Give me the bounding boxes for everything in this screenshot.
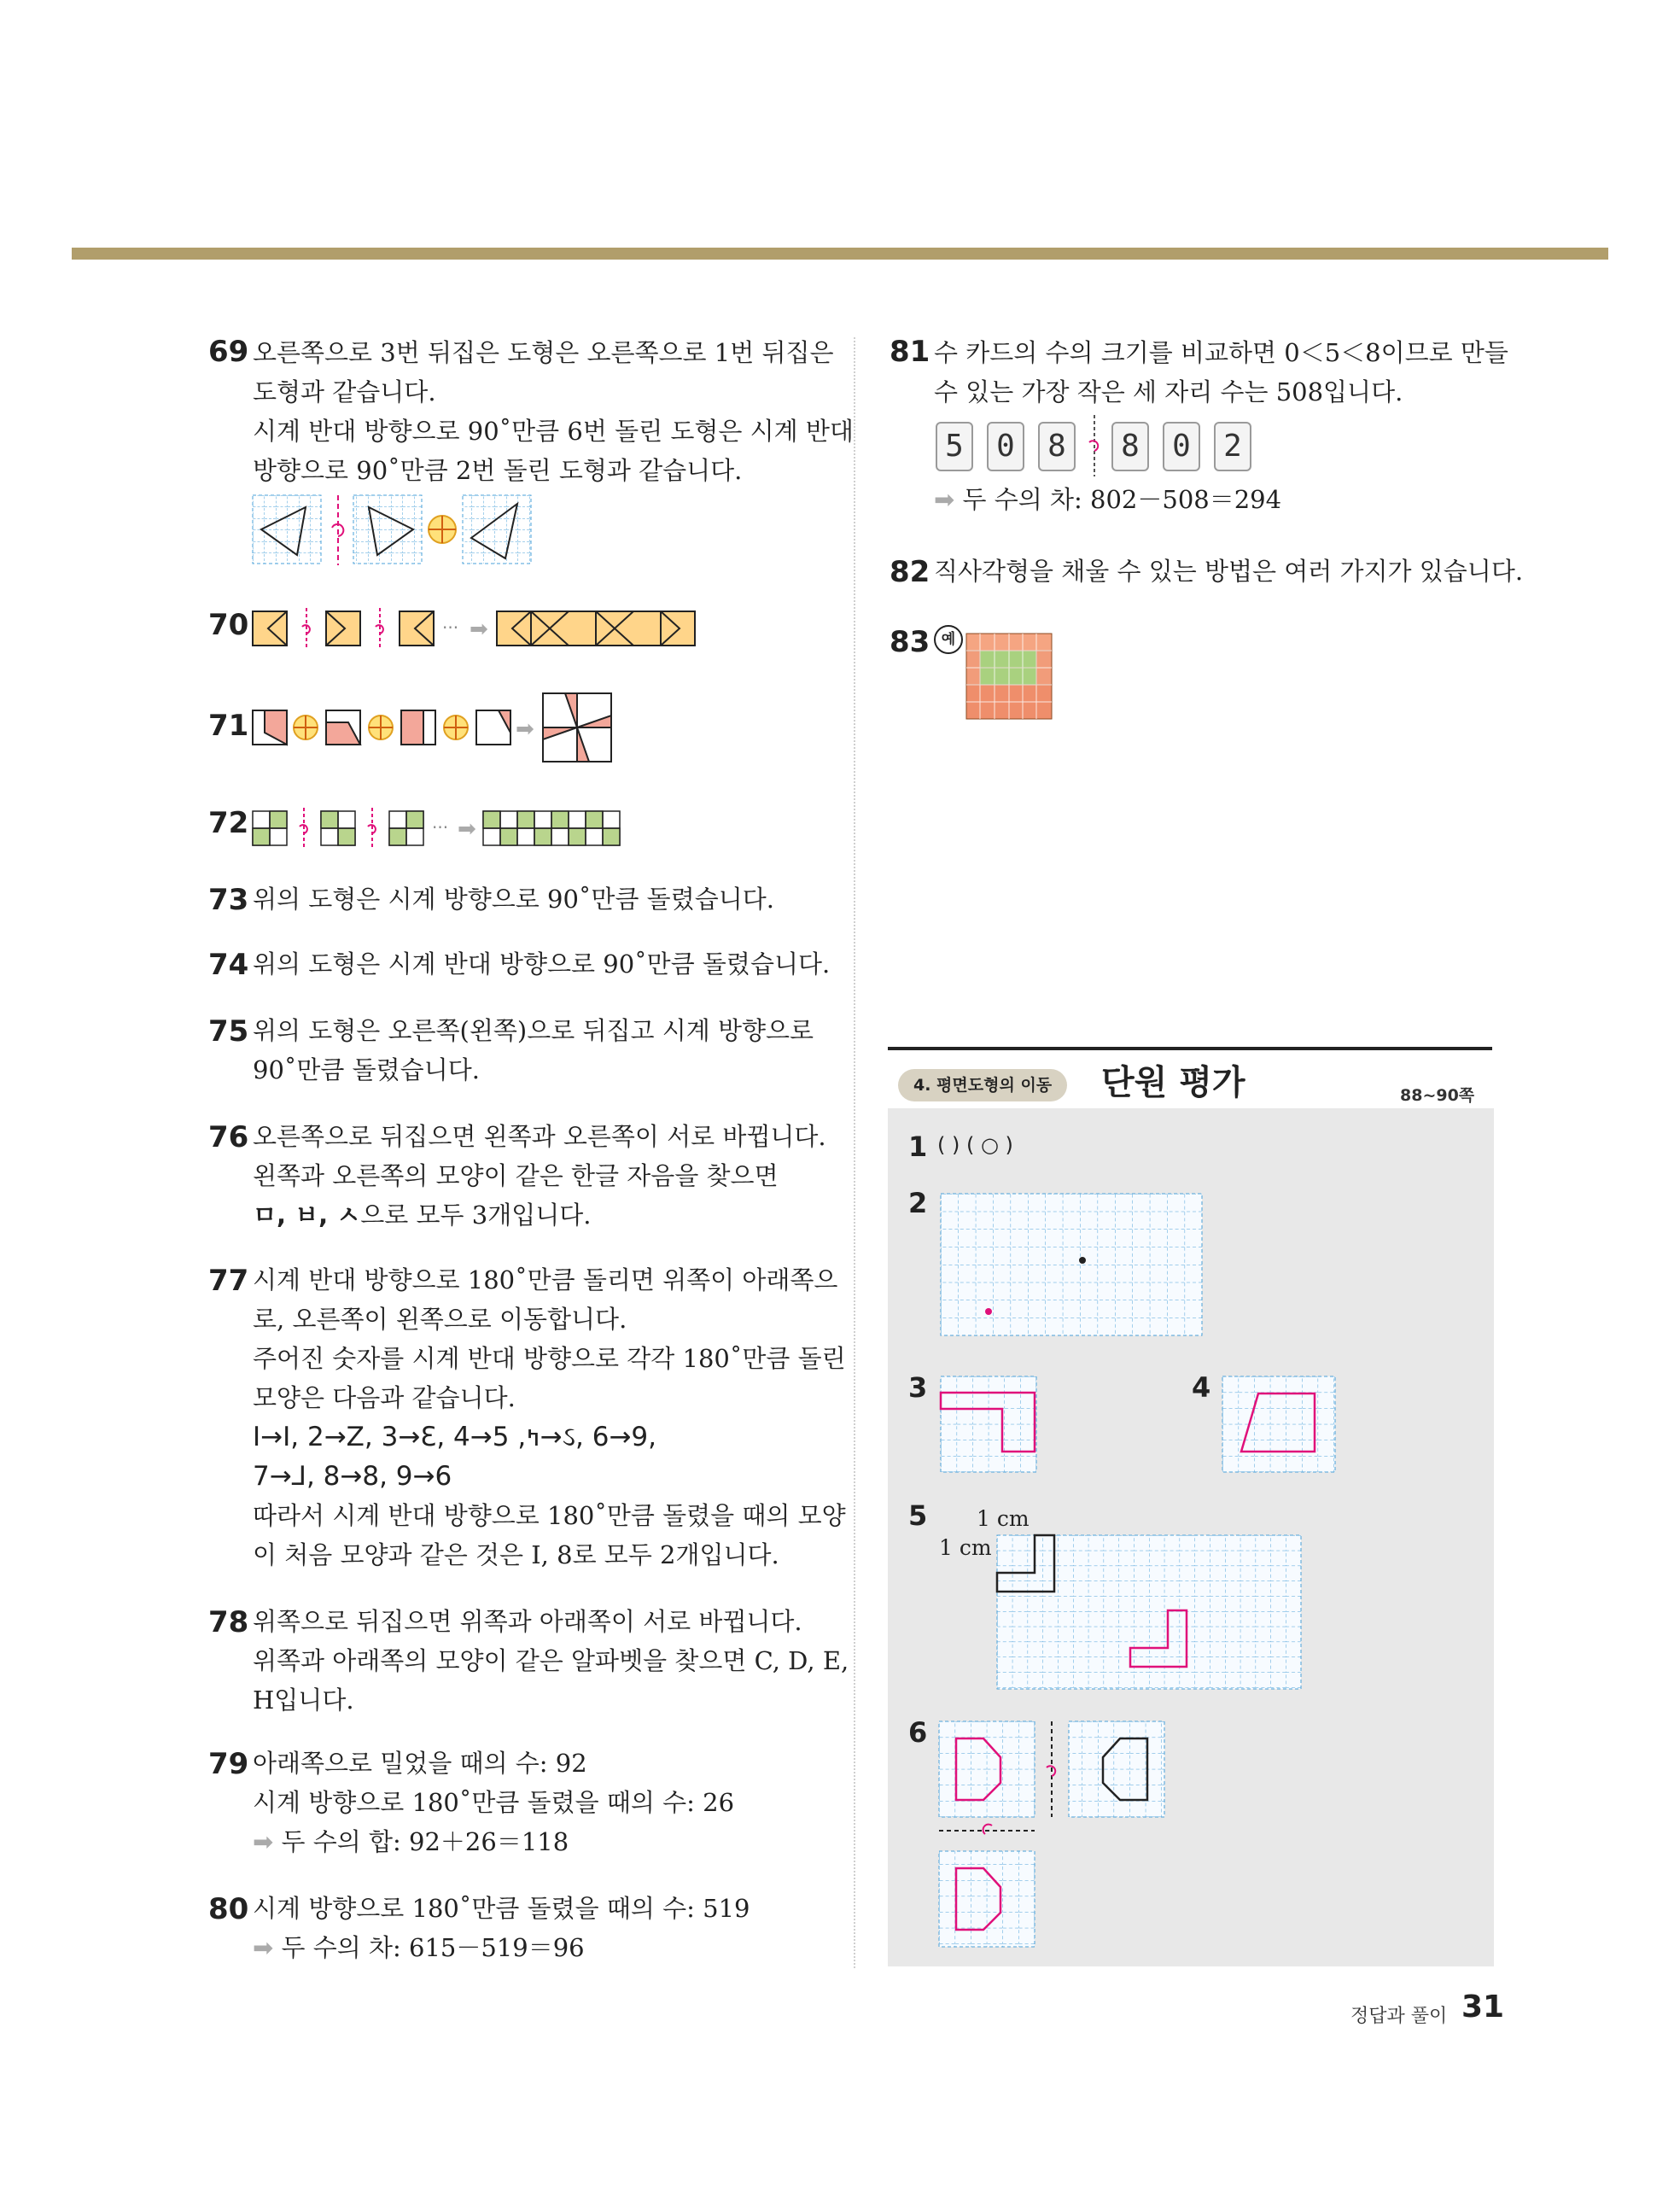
problem-69-line-4: 방향으로 90˚만큼 2번 돌린 도형과 같습니다.: [253, 456, 743, 485]
arrow-icon: ➡: [934, 485, 955, 514]
problem-82-number: 82: [890, 555, 930, 589]
flip-axis-icon: [1084, 415, 1105, 476]
problem-77-line-1: 시계 반대 방향으로 180˚만큼 돌리면 위쪽이 아래쪽으: [253, 1265, 838, 1294]
eval-3-grid: [941, 1376, 1036, 1472]
problem-76-number: 76: [208, 1120, 249, 1154]
problem-77-line-2: 로, 오른쪽이 왼쪽으로 이동합니다.: [253, 1305, 627, 1334]
eval-5-number: 5: [908, 1499, 928, 1532]
unit-header-rule: [888, 1047, 1492, 1050]
problem-73-text: 위의 도형은 시계 방향으로 90˚만큼 돌렸습니다.: [253, 885, 774, 914]
problem-77-conclusion-1: 따라서 시계 반대 방향으로 180˚만큼 돌렸을 때의 모양: [253, 1501, 846, 1530]
number-card: 8: [1111, 422, 1149, 471]
eval-1-number: 1: [908, 1131, 928, 1163]
problem-77-line-3: 주어진 숫자를 시계 반대 방향으로 각각 180˚만큼 돌린: [253, 1344, 846, 1373]
problem-79-line-1: 아래쪽으로 밀었을 때의 수: 92: [253, 1749, 587, 1778]
problem-69-number: 69: [208, 335, 249, 369]
problem-77-rotation-line-1: I→I, 2→Z, 3→Ɛ, 4→ߤ, 5→ઽ, 6→9,: [253, 1422, 657, 1452]
problem-83-number: 83: [890, 625, 930, 659]
unit-title: 단원 평가: [1101, 1063, 1245, 1102]
eval-5-unit-horizontal: 1 cm: [977, 1506, 1030, 1531]
eval-1-answer: ( ) ( ○ ): [937, 1133, 1013, 1157]
column-divider: [854, 337, 855, 1968]
arrow-icon: ➡: [253, 1827, 274, 1856]
footer-label: 정답과 풀이: [1350, 2006, 1448, 2027]
problem-74-number: 74: [208, 948, 249, 982]
example-badge: 예: [934, 625, 963, 654]
eval-6-number: 6: [908, 1716, 928, 1749]
problem-80-number: 80: [208, 1892, 249, 1926]
number-card: 8: [1038, 422, 1076, 471]
problem-70-figure: [253, 608, 697, 649]
problem-69-line-3: 시계 반대 방향으로 90˚만큼 6번 돌린 도형은 시계 반대: [253, 417, 854, 446]
problem-71-number: 71: [208, 709, 249, 743]
problem-81-line-2: 수 있는 가장 작은 세 자리 수는 508입니다.: [934, 377, 1403, 406]
problem-79-line-2: 시계 방향으로 180˚만큼 돌렸을 때의 수: 26: [253, 1788, 735, 1817]
problem-74-text: 위의 도형은 시계 반대 방향으로 90˚만큼 돌렸습니다.: [253, 949, 831, 979]
eval-2-number: 2: [908, 1187, 928, 1219]
problem-81-result-line: [934, 480, 1281, 519]
problem-77-rotation-line-2: 7→⅃, 8→8, 9→6: [253, 1461, 452, 1492]
eval-3-number: 3: [908, 1371, 928, 1404]
problem-80-result: 두 수의 차: 615－519＝96: [281, 1933, 585, 1962]
problem-71-figure: [253, 693, 611, 767]
problem-75-line-1: 위의 도형은 오른쪽(왼쪽)으로 뒤집고 시계 방향으로: [253, 1016, 814, 1045]
problem-69-figure: [253, 495, 534, 565]
problem-76-line-1: 오른쪽으로 뒤집으면 왼쪽과 오른쪽이 서로 바뀝니다.: [253, 1122, 826, 1151]
problem-79-number: 79: [208, 1747, 249, 1781]
unit-tag: 4. 평면도형의 이동: [898, 1069, 1067, 1101]
eval-5-unit-vertical: 1 cm: [939, 1535, 992, 1560]
svg-text:➡: ➡: [516, 716, 534, 742]
problem-83-figure: [966, 634, 1052, 719]
unit-pages: 88~90쪽: [1400, 1086, 1475, 1105]
problem-70-dots: ···: [442, 617, 459, 638]
problem-77-number: 77: [208, 1264, 249, 1298]
problem-76-answer-glyphs: ㅁ, ㅂ, ㅅ: [253, 1201, 361, 1230]
problem-72-dots: ···: [432, 817, 449, 838]
problem-81-number: 81: [890, 335, 930, 369]
number-card: 5: [936, 422, 973, 471]
problem-69-line-2: 도형과 같습니다.: [253, 377, 436, 406]
problem-81-line-1: 수 카드의 수의 크기를 비교하면 0＜5＜8이므로 만들: [934, 338, 1508, 367]
problem-78-line-3: H입니다.: [253, 1686, 354, 1715]
problem-80-result-line: [253, 1928, 585, 1967]
problem-77-conclusion-2: 이 처음 모양과 같은 것은 I, 8로 모두 2개입니다.: [253, 1540, 779, 1569]
svg-text:➡: ➡: [458, 816, 476, 842]
eval-2-grid: [941, 1194, 1202, 1335]
number-card: 0: [987, 422, 1024, 471]
problem-72-figure: [253, 808, 620, 849]
number-card: 0: [1163, 422, 1200, 471]
problem-76-answer-tail: 으로 모두 3개입니다.: [360, 1201, 592, 1230]
number-card: 2: [1214, 422, 1251, 471]
problem-76-line-3: [253, 1195, 592, 1235]
problem-78-number: 78: [208, 1605, 249, 1639]
problem-78-line-1: 위쪽으로 뒤집으면 위쪽과 아래쪽이 서로 바뀝니다.: [253, 1607, 802, 1636]
problem-78-line-2: 위쪽과 아래쪽의 모양이 같은 알파벳을 찾으면 C, D, E,: [253, 1646, 849, 1675]
problem-80-line-1: 시계 방향으로 180˚만큼 돌렸을 때의 수: 519: [253, 1894, 750, 1923]
svg-text:➡: ➡: [470, 616, 488, 642]
arrow-icon: ➡: [253, 1933, 274, 1962]
problem-75-line-2: 90˚만큼 돌렸습니다.: [253, 1055, 480, 1084]
problem-76-line-2: 왼쪽과 오른쪽의 모양이 같은 한글 자음을 찾으면: [253, 1161, 779, 1190]
page-number: 31: [1461, 1989, 1505, 2024]
eval-5-grid: [997, 1535, 1301, 1689]
eval-6-figure: [939, 1721, 1170, 1960]
problem-82-text: 직사각형을 채울 수 있는 방법은 여러 가지가 있습니다.: [934, 557, 1524, 586]
eval-4-number: 4: [1192, 1371, 1211, 1404]
header-bar: [72, 248, 1608, 260]
problem-75-number: 75: [208, 1014, 249, 1049]
problem-70-number: 70: [208, 608, 249, 642]
eval-4-grid: [1222, 1376, 1335, 1472]
problem-73-number: 73: [208, 883, 249, 917]
problem-79-result-line: [253, 1822, 569, 1861]
problem-72-number: 72: [208, 806, 249, 840]
problem-69-line-1: 오른쪽으로 3번 뒤집은 도형은 오른쪽으로 1번 뒤집은: [253, 338, 834, 367]
problem-79-result: 두 수의 합: 92＋26＝118: [281, 1827, 569, 1856]
problem-81-result: 두 수의 차: 802－508＝294: [962, 485, 1282, 514]
problem-77-line-4: 모양은 다음과 같습니다.: [253, 1383, 516, 1412]
